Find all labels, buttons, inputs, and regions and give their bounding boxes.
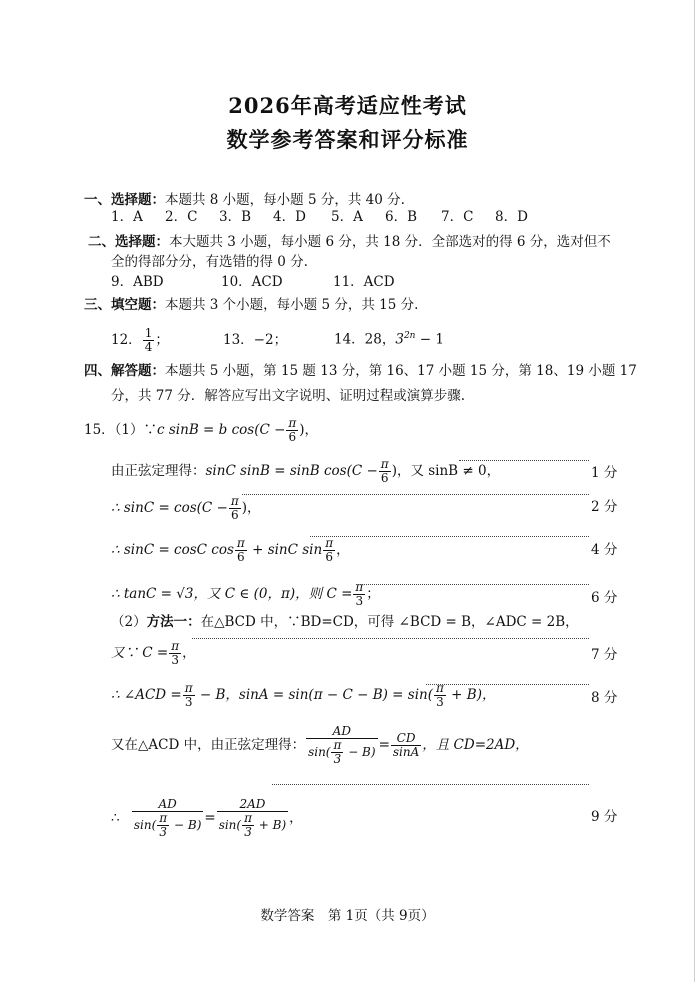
page-footer: 数学答案 第 1页（共 9页） <box>260 908 435 924</box>
numerator-2ad: 2AD <box>239 797 266 811</box>
q15-part-2-line-4 <box>111 723 529 767</box>
section-2-head: 二、选择题： <box>88 234 169 250</box>
q15-equation: c sinB = b cos(C − <box>157 422 286 438</box>
answer-10: 10．ACD <box>221 274 283 290</box>
section-1-answers <box>111 208 528 226</box>
answer-11: 11．ACD <box>333 274 395 290</box>
score-6: 8 分 <box>591 690 618 706</box>
section-2-desc-2: 全的得部分分，有选错的得 0 分. <box>111 254 308 270</box>
fraction-numerator: 1 <box>144 325 153 340</box>
pi-symbol: π <box>288 416 297 430</box>
fraction-pi-3 <box>169 640 181 667</box>
section-4-head: 四、解答题： <box>84 363 165 379</box>
denominator-sin-pi3-plus-b <box>217 811 288 839</box>
denominator-sin-pi3-minus-b <box>306 738 377 766</box>
q15-part-2-step-5-tail: ， <box>289 810 303 826</box>
page-subtitle: 数学参考答案和评分标准 <box>226 127 469 152</box>
q15-part-2-step-3-tail: + B)， <box>446 687 496 703</box>
q15-sine-rule-expr: sinC sinB = sinB cos(C − <box>205 463 378 479</box>
denominator-6: 6 <box>286 430 298 444</box>
score-5: 7 分 <box>591 647 618 663</box>
fraction-pi-3 <box>157 812 169 839</box>
pi-symbol: π <box>159 811 168 825</box>
answer-14-label: 14．28， <box>334 331 396 348</box>
q15-line-2 <box>111 455 500 487</box>
score-leader-3 <box>310 536 589 537</box>
section-3-head: 三、填空题： <box>84 297 165 313</box>
q15-line-3 <box>111 492 261 524</box>
answer-1: 1．A <box>111 209 143 225</box>
q15-line-4 <box>111 534 350 566</box>
q15-part-2-line-2 <box>111 637 196 669</box>
pi-symbol: π <box>230 494 239 508</box>
score-leader-7 <box>272 784 589 785</box>
q15-step-3-tail: )， <box>241 500 261 516</box>
fraction-pi-6 <box>323 537 335 564</box>
denominator-3: 3 <box>353 594 365 608</box>
sin-close: − B) <box>344 745 376 759</box>
score-leader-2 <box>242 494 589 495</box>
fraction-pi-6 <box>379 458 391 485</box>
q15-line-1 <box>84 414 318 446</box>
denominator-3: 3 <box>157 825 169 839</box>
q15-step-4-mid: + sinC sin <box>247 542 323 558</box>
fraction-ad-over-sin <box>132 798 203 839</box>
answer-14-base: 3 <box>395 331 404 348</box>
q15-sine-rule-text: 由正弦定理得： <box>111 463 206 479</box>
fraction-denominator: 4 <box>144 339 153 354</box>
denominator-6: 6 <box>379 471 391 485</box>
therefore-symbol: ∴ <box>111 810 120 826</box>
denominator-6: 6 <box>229 508 241 522</box>
denominator-sin-pi3-minus-b <box>132 811 203 839</box>
section-1-head: 一、选择题： <box>84 192 165 208</box>
section-3-header <box>84 296 418 314</box>
q15-part-2-line-5 <box>111 796 303 840</box>
q15-step-3-expr: ∴ sinC = cos(C − <box>111 500 228 516</box>
q15-method-1-label: 方法一： <box>146 614 201 630</box>
q15-step-5-tail: ； <box>366 586 380 602</box>
numerator-ad: AD <box>158 797 177 811</box>
section-1-desc: 本题共 8 小题，每小题 5 分，共 40 分. <box>165 192 405 208</box>
section-1-header <box>84 191 405 209</box>
answer-3: 3．B <box>219 209 252 225</box>
score-2: 2 分 <box>591 499 618 515</box>
answer-12-tail: ； <box>155 331 169 348</box>
score-leader-1 <box>459 460 589 461</box>
pi-symbol: π <box>236 536 245 550</box>
section-2-desc-1: 本大题共 3 小题，每小题 6 分，共 18 分．全部选对的得 6 分，选对但不 <box>169 234 611 250</box>
page-title: 2026年高考适应性考试 <box>228 93 467 118</box>
answer-5: 5．A <box>331 209 363 225</box>
denominator-3: 3 <box>242 825 254 839</box>
sin-close: − B) <box>170 818 202 832</box>
score-3: 4 分 <box>591 542 618 558</box>
pi-symbol: π <box>244 811 252 825</box>
q15-part-2-line-1 <box>111 613 579 631</box>
equals-sign: = <box>378 737 390 753</box>
sin-close: + B) <box>254 818 287 832</box>
q15-step-5-expr: ∴ tanC = √3，又 C ∈ (0，π)，则 C = <box>111 586 353 602</box>
fraction-pi-3 <box>434 682 446 709</box>
answer-7: 7．C <box>441 209 474 225</box>
score-1: 1 分 <box>591 465 618 481</box>
denominator-3: 3 <box>434 695 446 709</box>
q15-step-4-tail: ， <box>336 542 350 558</box>
section-4-desc-1: 本题共 5 小题，第 15 题 13 分，第 16、17 小题 15 分，第 18、19 小题 17 <box>165 363 637 379</box>
section-2-answers <box>111 273 395 291</box>
answer-14-exponent: 2n <box>403 331 416 341</box>
score-4: 6 分 <box>591 590 618 606</box>
denominator-3: 3 <box>331 752 343 766</box>
denominator-6: 6 <box>235 550 247 564</box>
pi-symbol: π <box>435 681 444 695</box>
score-leader-6 <box>426 684 589 685</box>
numerator-cd: CD <box>396 731 416 745</box>
q15-part-2-step-2-expr: 又∵ C = <box>111 645 169 661</box>
q15-part-2-step-3-expr: ∴ ∠ACD = <box>111 687 182 703</box>
fraction-one-quarter <box>143 327 155 354</box>
fraction-pi-6 <box>286 417 298 444</box>
fraction-pi-3 <box>183 682 195 709</box>
section-3-desc: 本题共 3 个小题，每小题 5 分，共 15 分. <box>165 297 419 313</box>
pi-symbol: π <box>333 738 342 752</box>
q15-part-2-step-4-text: 又在△ACD 中，由正弦定理得： <box>111 737 306 753</box>
pi-symbol: π <box>184 681 193 695</box>
sin-open: sin( <box>133 818 157 832</box>
sin-open: sin( <box>308 745 331 759</box>
q15-part-2-step-2-tail: ， <box>182 645 196 661</box>
score-leader-4 <box>356 584 589 585</box>
fraction-pi-3 <box>353 581 365 608</box>
denominator-sina: sinA <box>392 745 420 759</box>
answer-14 <box>334 322 444 354</box>
section-4-header <box>84 362 637 380</box>
fraction-pi-6 <box>235 537 247 564</box>
fraction-pi-3 <box>242 812 254 839</box>
equals-sign: = <box>204 810 216 826</box>
section-4-desc-2: 分，共 77 分．解答应写出文字说明、证明过程或演算步骤. <box>111 388 466 404</box>
pi-symbol: π <box>380 457 389 471</box>
answer-14-tail: − 1 <box>415 331 444 348</box>
q15-label: 15．（1）∵ <box>84 422 158 438</box>
answer-12 <box>111 326 223 354</box>
fraction-2ad-over-sin <box>217 798 288 839</box>
sin-open: sin( <box>218 818 242 832</box>
section-3-answers <box>111 322 444 354</box>
denominator-3: 3 <box>183 695 195 709</box>
q15-step-4-expr: ∴ sinC = cosC cos <box>111 542 234 558</box>
denominator-6: 6 <box>323 550 335 564</box>
score-leader-5 <box>192 638 589 639</box>
q15-line-5 <box>111 578 380 610</box>
fraction-pi-6 <box>229 495 241 522</box>
pi-symbol: π <box>171 639 180 653</box>
q15-part-2-label: （2） <box>111 614 147 630</box>
answer-13: 13．−2； <box>223 331 288 348</box>
denominator-3: 3 <box>169 653 181 667</box>
fraction-ad-over-sin <box>306 725 377 766</box>
fraction-cd-over-sina <box>391 732 421 759</box>
pi-symbol: π <box>355 580 364 594</box>
fraction-pi-3 <box>331 739 343 766</box>
answer-12-label: 12． <box>111 331 142 348</box>
pi-symbol: π <box>325 536 334 550</box>
answer-6: 6．B <box>385 209 418 225</box>
q15-part-2-step-4-tail: ，且 CD=2AD， <box>422 737 529 753</box>
answer-4: 4．D <box>273 209 306 225</box>
q15-sine-rule-tail: )，又 sinB ≠ 0， <box>391 463 501 479</box>
q15-part-2-step-3-mid: − B，sinA = sin(π − C − B) = sin( <box>195 687 433 703</box>
section-2-header <box>88 233 611 251</box>
numerator-ad: AD <box>332 724 351 738</box>
answer-8: 8．D <box>495 209 528 225</box>
answer-2: 2．C <box>165 209 198 225</box>
q15-equation-tail: )， <box>299 422 319 438</box>
score-7: 9 分 <box>591 809 618 825</box>
q15-part-2-text: 在△BCD 中，∵BD=CD，可得 ∠BCD = B，∠ADC = 2B， <box>200 614 579 630</box>
answer-9: 9．ABD <box>111 274 164 290</box>
